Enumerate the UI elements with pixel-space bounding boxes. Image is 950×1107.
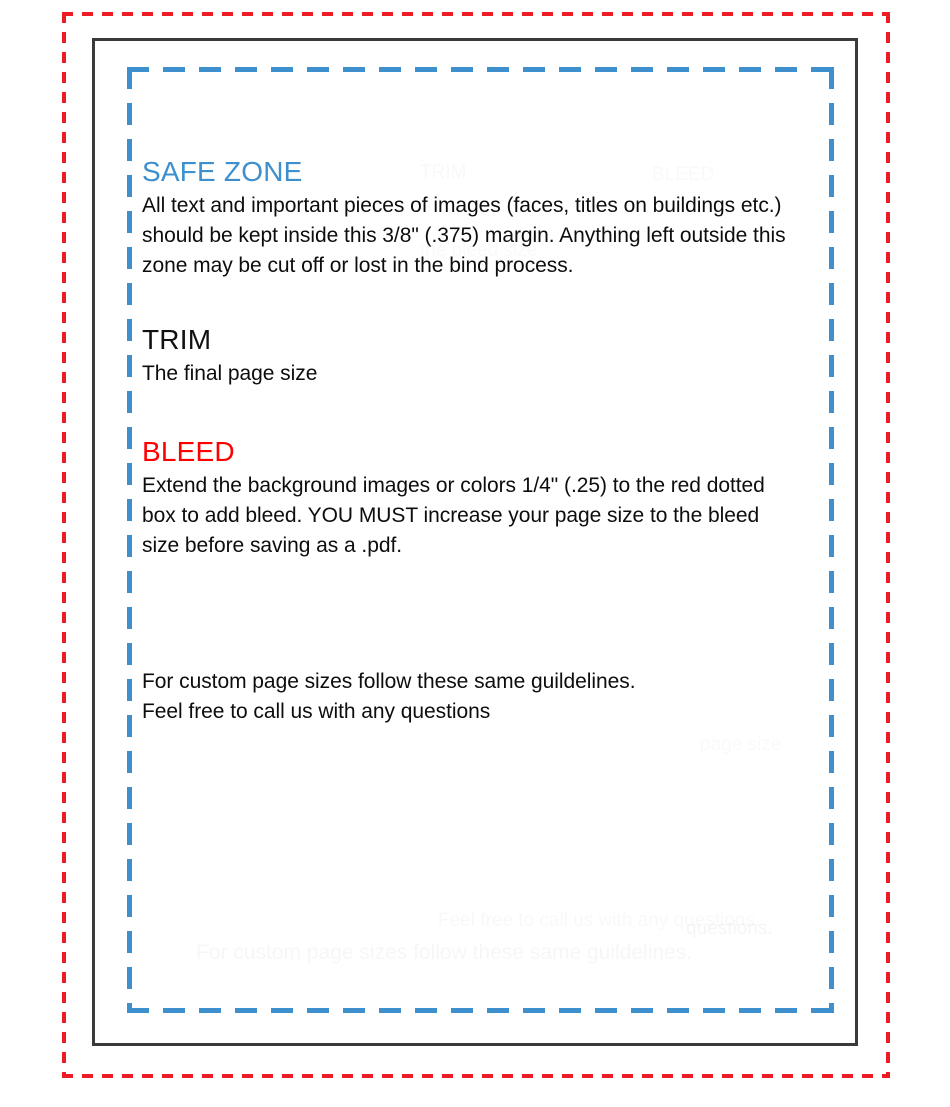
safe-zone-heading: SAFE ZONE xyxy=(142,156,303,187)
section-footer xyxy=(142,667,742,727)
section-bleed xyxy=(142,435,792,561)
bleed-heading: BLEED xyxy=(142,436,235,467)
trim-heading: TRIM xyxy=(142,324,212,355)
safe-zone-border-top xyxy=(127,67,834,72)
bleed-body: Extend the background images or colors 1/4" (.25) to the red dotted box to add bleed. YOU MUST increase your page size to the bleed size before saving as a .pdf. xyxy=(142,474,765,557)
bleed-border-bottom xyxy=(62,1074,890,1078)
bleed-border-left xyxy=(62,12,66,1078)
safe-zone-body: All text and important pieces of images (faces, titles on buildings etc.) should be kept inside this 3/8" (.375) margin. Anything left outside this zone may be cut off or lost in the bind process. xyxy=(142,194,786,277)
safe-zone-border-left xyxy=(127,67,132,1013)
safe-zone-border-bottom xyxy=(127,1008,834,1013)
footer-line-2: Feel free to call us with any questions xyxy=(142,700,491,723)
section-trim xyxy=(142,323,642,389)
footer-line-1: For custom page sizes follow these same guildelines. xyxy=(142,670,636,693)
section-safe-zone xyxy=(142,155,807,281)
bleed-border-top xyxy=(62,12,890,16)
safe-zone-border-right xyxy=(829,67,834,1013)
trim-body: The final page size xyxy=(142,362,318,385)
bleed-border-right xyxy=(886,12,890,1078)
